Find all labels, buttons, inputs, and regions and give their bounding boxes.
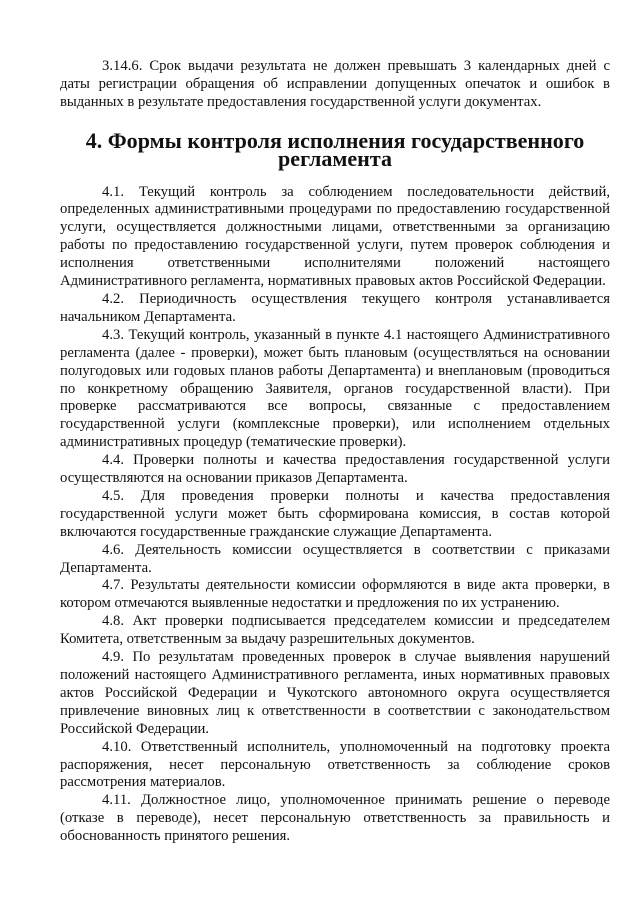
section-heading: 4. Формы контроля исполнения государственного регламента — [85, 127, 585, 171]
paragraph-4-5: 4.5. Для проведения проверки полноты и качества предоставления государственной услуги может быть сформирована комиссия, в состав которой включаются государственные гражданские служащие Департамента. — [60, 487, 610, 540]
paragraph-4-7: 4.7. Результаты деятельности комиссии оформляются в виде акта проверки, в котором отмечаются выявленные недостатки и предложения по их устранению. — [60, 577, 610, 612]
paragraph-4-11: 4.11. Должностное лицо, уполномоченное принимать решение о переводе (отказе в переводе), несет персональную ответственность за правильность и обоснованность принятого решения. — [60, 792, 610, 845]
paragraph-4-10: 4.10. Ответственный исполнитель, уполномоченный на подготовку проекта распоряжения, несет персональную ответственность за соблюдение сроков рассмотрения материалов. — [60, 738, 610, 791]
paragraph-4-4: 4.4. Проверки полноты и качества предоставления государственной услуги осуществляются на основании приказов Департамента. — [60, 452, 610, 487]
paragraph-4-1: 4.1. Текущий контроль за соблюдением последовательности действий, определенных административными процедурами по предоставлению государственной услуги, осуществляется должностными лицами, ответственными за организацию работы по предоставлению государственной услуги, путем проверок соблюдения и исполнения ответственными исполнителями положений настоящего Административного регламента, нормативных правовых актов Российской Федерации. — [60, 183, 610, 290]
paragraph-4-2: 4.2. Периодичность осуществления текущего контроля устанавливается начальником Департамента. — [60, 290, 610, 325]
paragraph-4-9: 4.9. По результатам проведенных проверок в случае выявления нарушений положений настоящего Административного регламента, иных нормативных правовых актов Российской Федерации и Чукотского автономного округа осуществляется привлечение виновных лиц к ответственности в соответствии с законодательством Российской Федерации. — [60, 649, 610, 737]
paragraph-4-6: 4.6. Деятельность комиссии осуществляется в соответствии с приказами Департамента. — [60, 541, 610, 576]
paragraph-4-3: 4.3. Текущий контроль, указанный в пункте 4.1 настоящего Административного регламента (далее - проверки), может быть плановым (осуществляться на основании полугодовых или годовых планов работы Департамента) и внеплановым (проводиться по конкретному обращению Заявителя, органов государственной власти). При проверке рассматриваются все вопросы, связанные с предоставлением государственной услуги (комплексные проверки), или исполнением отдельных административных процедур (тематические проверки). — [60, 326, 610, 451]
paragraph-4-8: 4.8. Акт проверки подписывается председателем комиссии и председателем Комитета, ответственным за выдачу разрешительных документов. — [60, 613, 610, 648]
paragraph-3-14-6: 3.14.6. Срок выдачи результата не должен превышать 3 календарных дней с даты регистрации обращения об исправлении допущенных опечаток и ошибок в выданных в результате предоставления государственной услуги документах. — [60, 58, 610, 110]
document-page — [60, 58, 610, 846]
